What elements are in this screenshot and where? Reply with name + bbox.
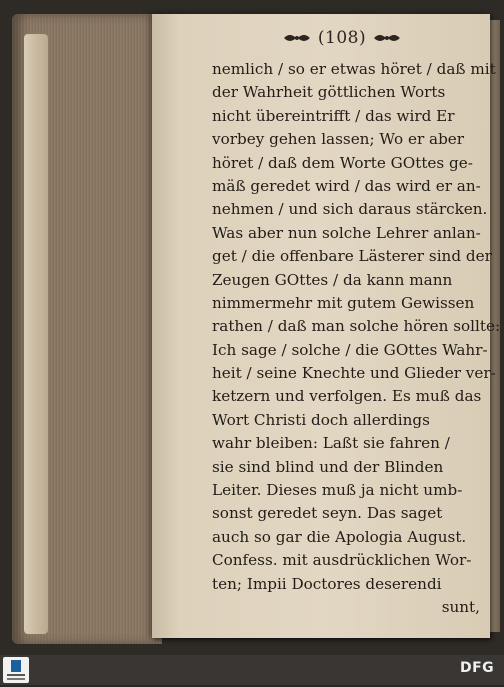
library-emblem-icon — [3, 657, 29, 683]
text-line: nehmen / und sich daraus stärcken. — [212, 200, 488, 219]
text-line: Confess. mit ausdrücklichen Wor- — [212, 551, 472, 570]
text-line: nicht übereintrifft / das wird Er — [212, 106, 455, 125]
viewer-footer — [0, 655, 504, 685]
library-logo-icon[interactable] — [3, 657, 29, 683]
page-text-block — [212, 58, 501, 619]
text-line: Wort Christi doch allerdings — [212, 410, 430, 429]
text-line: get / die offenbare Lästerer sind der — [212, 247, 492, 266]
text-line: höret / daß dem Worte GOttes ge- — [212, 153, 473, 172]
text-line: sonst geredet seyn. Das saget — [212, 504, 443, 523]
text-line: nemlich / so er etwas höret / daß mit — [212, 60, 496, 78]
book-spine-highlight — [24, 34, 48, 634]
text-line: ketzern und verfolgen. Es muß das — [212, 387, 482, 406]
text-line: der Wahrheit göttlichen Worts — [212, 83, 446, 102]
text-line: Was aber nun solche Lehrer anlan- — [212, 223, 481, 242]
book-page — [152, 14, 501, 638]
text-line: Ich sage / solche / die GOttes Wahr- — [212, 340, 488, 359]
text-line: auch so gar die Apologia August. — [212, 527, 467, 546]
text-line: nimmermehr mit gutem Gewissen — [212, 293, 475, 312]
text-line: rathen / daß man solche hören sollte: — [212, 317, 501, 336]
text-line: sunt, — [441, 597, 480, 616]
text-line: ten; Impii Doctores deserendi — [212, 574, 442, 593]
left-ornament-icon — [282, 32, 312, 44]
page-header — [282, 26, 402, 50]
text-line: wahr bleiben: Laßt sie fahren / — [212, 434, 450, 453]
book-page-edges — [12, 14, 162, 644]
dfg-logo[interactable]: DFG — [460, 660, 495, 676]
text-line: vorbey gehen lassen; Wo er aber — [212, 130, 465, 149]
text-line: sie sind blind und der Blinden — [212, 457, 444, 476]
text-line: mäß geredet wird / das wird er an- — [212, 176, 481, 195]
text-line: Leiter. Dieses muß ja nicht umb- — [212, 481, 463, 500]
right-ornament-icon — [372, 32, 402, 44]
text-line: heit / seine Knechte und Glieder ver- — [212, 364, 496, 383]
page-number: (108) — [317, 28, 367, 48]
text-line: Zeugen GOttes / da kann mann — [212, 270, 453, 289]
